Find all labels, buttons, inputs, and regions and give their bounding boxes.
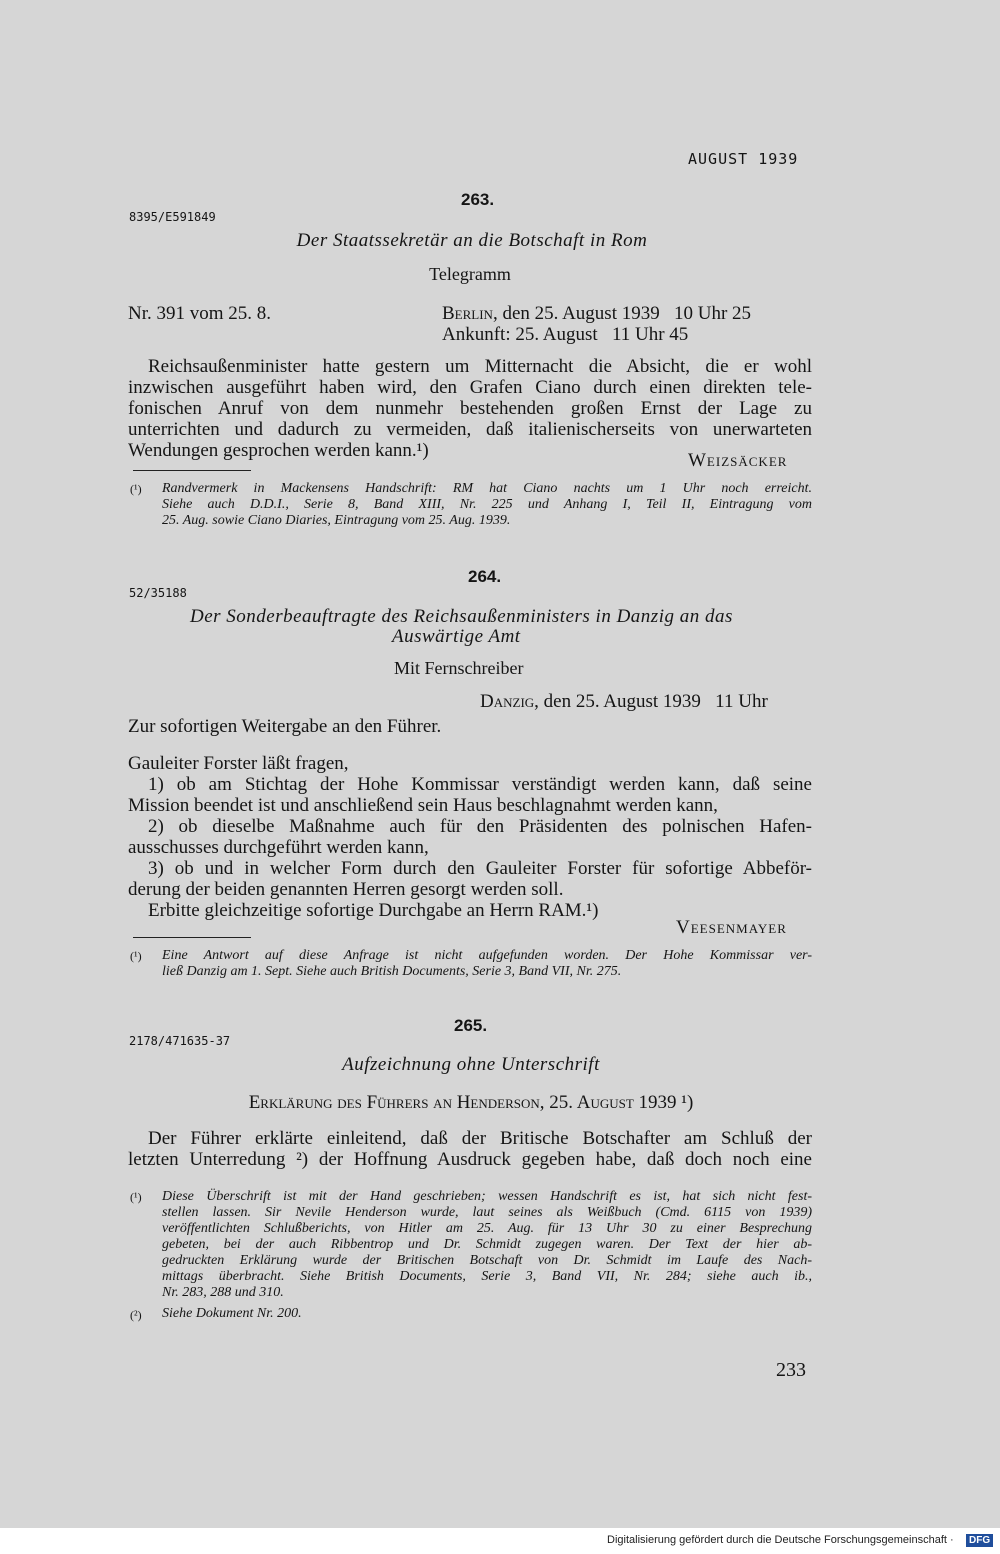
footnote-line: veröffentlichten Schlußberichts, von Hitler am 25. Aug. für 13 Uhr 30 zu einer Besprechung [162, 1221, 812, 1236]
doc263-type: Telegramm [429, 264, 511, 284]
doc263-footnote-mark: (¹) [130, 482, 142, 496]
footnote-line: stellen lassen. Sir Nevile Henderson wurde, laut seines als Weißbuch (Cmd. 6115 von 1939) [162, 1205, 812, 1220]
doc265-body-line1: Der Führer erklärte einleitend, daß der Britische Botschafter am Schluß der [148, 1128, 812, 1149]
body-line: fonischen Anruf von dem nunmehr bestehenden großen Ernst der Lage zu [128, 398, 812, 419]
doc264-lead: Gauleiter Forster läßt fragen, [128, 753, 349, 774]
doc265-subtitle: Erklärung des Führers an Henderson, 25. August 1939 ¹) [248, 1092, 694, 1113]
footnote-rule [133, 470, 251, 471]
doc263-number: 263. [461, 190, 495, 209]
doc264-footnote-line1: Eine Antwort auf diese Anfrage ist nicht aufgefunden worden. Der Hohe Kommissar ver- [162, 948, 812, 963]
footnote-line: gebeten, bei der auch Ribbentrop und Dr. Schmidt zugegen waren. Der Text der hier ab- [162, 1237, 812, 1252]
doc264-footnote-last-line: ließ Danzig am 1. Sept. Siehe auch British Documents, Serie 3, Band VII, Nr. 275. [162, 964, 622, 979]
doc263-title: Der Staatssekretär an die Botschaft in Rom [296, 230, 648, 251]
doc264-signature: Veesenmayer [676, 917, 787, 938]
doc265-footnote1-last-line: Nr. 283, 288 und 310. [162, 1285, 284, 1300]
doc264-question-3b: derung der beiden genannten Herren gesorgt werden soll. [128, 879, 564, 900]
footnote-line: gedruckten Erklärung wurde der Britischen Botschaft von Dr. Schmidt im Laufe des Nach- [162, 1253, 812, 1268]
doc264-question-1b: Mission beendet ist und anschließend sein Haus beschlagnahmt werden kann, [128, 795, 718, 816]
doc264-footnote-mark: (¹) [130, 949, 142, 963]
doc264-number: 264. [468, 567, 502, 586]
doc265-footnote1-mark: (¹) [130, 1190, 142, 1204]
funding-notice: Digitalisierung gefördert durch die Deutsche Forschungsgemeinschaft · [607, 1534, 954, 1546]
doc263-dateline-place: Berlin [442, 303, 493, 324]
body-line: Reichsaußenminister hatte gestern um Mitternacht die Absicht, die er wohl [148, 356, 812, 377]
doc264-question-3a: 3) ob und in welcher Form durch den Gauleiter Forster für sofortige Abbeför- [148, 858, 812, 879]
digitization-footer [0, 1528, 1000, 1554]
doc264-question-2b: ausschusses durchgeführt werden kann, [128, 837, 429, 858]
doc264-question-2a: 2) ob dieselbe Maßnahme auch für den Präsidenten des polnischen Hafen- [148, 816, 812, 837]
doc264-archive-number: 52/35188 [129, 586, 187, 600]
page-number: 233 [776, 1359, 806, 1381]
doc264-title-line1: Der Sonderbeauftragte des Reichsaußenministers in Danzig an das [190, 606, 733, 627]
doc265-archive-number: 2178/471635-37 [129, 1034, 231, 1048]
doc265-body-line2: letzten Unterredung ²) der Hoffnung Ausdruck gegeben habe, daß doch noch eine [128, 1149, 812, 1170]
doc264-question-1a: 1) ob am Stichtag der Hohe Kommissar verständigt werden kann, daß seine [148, 774, 812, 795]
doc263-signature: Weizsäcker [688, 450, 788, 471]
doc264-type: Mit Fernschreiber [394, 658, 524, 678]
doc263-body-last-line: Wendungen gesprochen werden kann.¹) [128, 440, 429, 461]
doc263-footnote-last-line: 25. Aug. sowie Ciano Diaries, Eintragung vom 25. Aug. 1939. [162, 513, 511, 528]
body-line: inzwischen ausgeführt haben wird, den Grafen Ciano durch einen direkten tele- [128, 377, 812, 398]
doc263-dateline-date: , den 25. August 1939 10 Uhr 25 [492, 303, 752, 324]
body-line: unterrichten und dadurch zu vermeiden, daß italienischerseits von unerwarteten [128, 419, 812, 440]
doc263-arrival: Ankunft: 25. August 11 Uhr 45 [442, 324, 689, 345]
footnote-line: Randvermerk in Mackensens Handschrift: RM hat Ciano nachts um 1 Uhr noch erreicht. [162, 481, 812, 496]
doc265-footnote1 [162, 1189, 812, 1285]
doc264-title-line2: Auswärtige Amt [392, 626, 521, 647]
footnote-rule [133, 937, 251, 938]
doc265-footnote2: Siehe Dokument Nr. 200. [162, 1306, 302, 1321]
footnote-line: Siehe auch D.D.I., Serie 8, Band XIII, Nr. 225 und Anhang I, Teil II, Eintragung vom [162, 497, 812, 512]
doc265-footnote2-mark: (²) [130, 1308, 142, 1322]
footnote-line: mittags überbracht. Siehe British Documents, Serie 3, Band VII, Nr. 284; siehe auch ib., [162, 1269, 812, 1284]
doc265-title: Aufzeichnung ohne Unterschrift [342, 1054, 600, 1075]
doc263-body [128, 356, 812, 440]
doc264-dateline-date: , den 25. August 1939 11 Uhr [534, 691, 768, 712]
footnote-line: Diese Überschrift ist mit der Hand geschrieben; wessen Handschrift es ist, hat sich nicht fest- [162, 1189, 812, 1204]
doc264-dateline [480, 691, 812, 712]
doc263-footnote [162, 481, 812, 513]
doc264-intro: Zur sofortigen Weitergabe an den Führer. [128, 716, 442, 737]
doc265-number: 265. [454, 1016, 488, 1035]
doc263-reference: Nr. 391 vom 25. 8. [128, 303, 272, 324]
doc264-dateline-place: Danzig [480, 691, 535, 712]
dfg-logo-icon: DFG [966, 1534, 993, 1547]
doc263-archive-number: 8395/E591849 [129, 210, 216, 224]
running-header: AUGUST 1939 [688, 150, 799, 168]
doc264-closing: Erbitte gleichzeitige sofortige Durchgabe an Herrn RAM.¹) [148, 900, 599, 921]
doc263-dateline [442, 303, 812, 324]
